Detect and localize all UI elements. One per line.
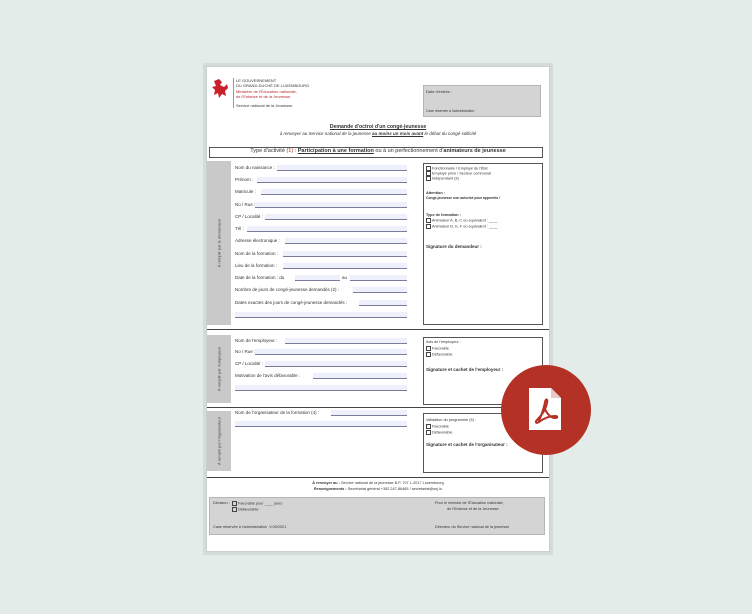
status-option-3[interactable]: Indépendant (3) <box>426 176 459 181</box>
field-training-dates[interactable]: Date de la formation : du au <box>235 275 415 281</box>
employer-unfavorable[interactable]: Défavorable <box>426 352 452 357</box>
field-days-count[interactable]: Nombre de jours de congé-jeunesse demandés (2) : <box>235 287 415 293</box>
luxembourg-lion-logo <box>210 78 230 100</box>
pdf-icon <box>527 386 563 432</box>
status-option-1[interactable]: Fonctionnaire / Employé de l'État <box>426 166 488 171</box>
decision-label: Décision : <box>213 501 230 505</box>
ministry-line-1: Ministère de l'Éducation nationale, <box>236 89 297 94</box>
header-divider <box>233 78 234 108</box>
gov-line-1: LE GOUVERNEMENT <box>236 78 277 83</box>
employer-sidebar: À remplir par l'employeur <box>207 335 231 403</box>
field-exact-dates-cont[interactable] <box>235 312 415 318</box>
field-training-name[interactable]: Nom de la formation : <box>235 251 415 257</box>
training-option-1[interactable]: Animateur A, B, C ou équivalent : ____ <box>426 218 497 223</box>
pdf-download-button[interactable] <box>501 365 591 455</box>
field-organizer-name-cont[interactable] <box>235 421 415 427</box>
attention-text: Congé-jeunesse non autorisé pour apprentis ! <box>426 196 501 200</box>
organizer-signature-label: Signature et cachet de l'organisateur : <box>426 442 508 447</box>
field-exact-dates[interactable]: Dates exactes des jours de congé-jeunesse demandés : <box>235 300 415 306</box>
minister-line-2: de l'Enfance et de la Jeunesse <box>447 507 499 511</box>
applicant-sidebar: À remplir par le demandeur <box>207 161 231 325</box>
employer-favorable[interactable]: Favorable <box>426 346 449 351</box>
director-label: Directeur du Service national de la jeunesse <box>435 525 510 529</box>
section-divider-1 <box>207 329 549 330</box>
field-email[interactable]: Adresse électronique : <box>235 238 415 244</box>
employer-opinion-label: Avis de l'employeur : <box>426 340 461 344</box>
attention-label: Attention : <box>426 191 445 195</box>
program-unfavorable[interactable]: Défavorable <box>426 430 452 435</box>
field-first-name[interactable]: Prénom : <box>235 177 415 183</box>
employer-signature-label: Signature et cachet de l'employeur : <box>426 367 504 372</box>
training-option-2[interactable]: Animateur D, E, F ou équivalent : ____ <box>426 224 497 229</box>
field-matricule[interactable]: Matricule : <box>235 189 415 195</box>
section-divider-2 <box>207 407 549 408</box>
field-employer-locality[interactable]: CP / Localité : <box>235 361 415 367</box>
program-favorable[interactable]: Favorable <box>426 424 449 429</box>
activity-type-line: Type d'activité (1) : Participation à une formation ou à un perfectionnement d'animateurs de jeunesse <box>250 148 506 154</box>
field-employer-motivation[interactable]: Motivation de l'avis défavorable : <box>235 373 415 379</box>
form-document <box>206 66 550 552</box>
minister-line-1: Pour le ministre de l'Éducation nationale, <box>435 501 504 505</box>
applicant-signature-label: Signature du demandeur : <box>426 244 482 249</box>
gov-line-2: DU GRAND-DUCHÉ DE LUXEMBOURG <box>236 83 310 88</box>
decision-unfavorable: Défavorable <box>232 507 258 512</box>
field-employer-street[interactable]: No / Rue : <box>235 349 415 355</box>
entry-date-label: Date d'entrée : <box>426 89 453 94</box>
return-address: À renvoyer au : Service national de la jeunesse B.P. 707 L-2017 Luxembourg <box>312 481 444 485</box>
ministry-line-2: de l'Enfance et de la Jeunesse <box>236 94 291 99</box>
status-option-2[interactable]: Employé privé / Secteur communal <box>426 171 491 176</box>
field-employer-name[interactable]: Nom de l'employeur : <box>235 338 415 344</box>
footer-admin-reserved: Case réservée à l'administration V.05/2021 <box>213 525 287 529</box>
program-validation-label: Validation du programme (5) : <box>426 418 476 422</box>
training-type-label: Type de formation : <box>426 213 461 217</box>
admin-reserved-label: Case réservée à l'administration <box>426 109 475 113</box>
form-title: Demande d'octroi d'un congé-jeunesse <box>329 124 427 130</box>
field-locality[interactable]: CP / Localité : <box>235 214 415 220</box>
contact-info: Renseignements : Secrétariat général +352 247-86465 / secretariat@snj.lu <box>313 487 443 491</box>
field-phone[interactable]: Tél : <box>235 226 415 232</box>
field-street[interactable]: No / Rue : <box>235 202 415 208</box>
field-employer-motivation-cont[interactable] <box>235 385 415 391</box>
section-divider-3 <box>207 477 549 478</box>
field-birth-name[interactable]: Nom du naissance : <box>235 165 415 171</box>
form-subtitle: à renvoyer au Service national de la jeunesse au moins un mois avant le début du congé sollicité <box>279 131 477 136</box>
field-organizer-name[interactable]: Nom de l'organisateur de la formation (4) : <box>235 410 415 416</box>
field-training-place[interactable]: Lieu de la formation : <box>235 263 415 269</box>
decision-favorable: Favorable pour ____ jours <box>232 501 282 506</box>
service-name: Service national de la Jeunesse <box>236 103 293 108</box>
organizer-sidebar: À remplir par l'organisateur <box>207 411 231 471</box>
